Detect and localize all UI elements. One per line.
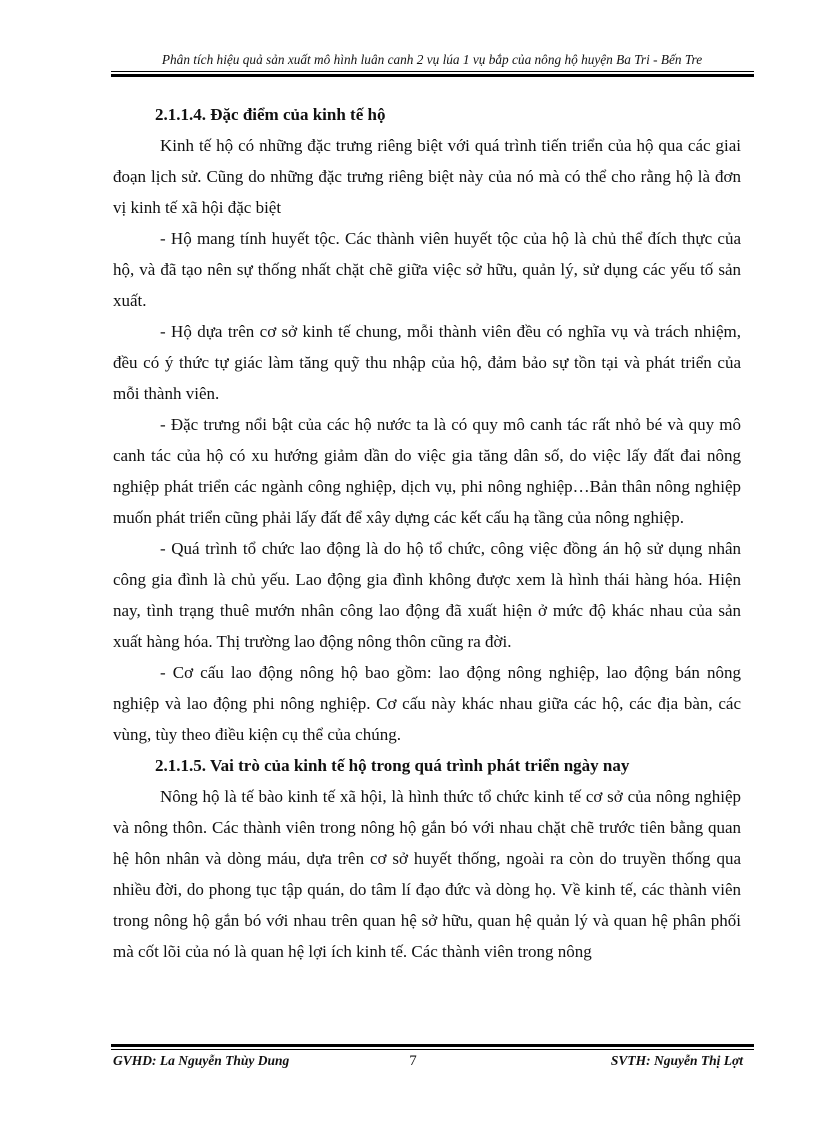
bullet-paragraph: - Hộ mang tính huyết tộc. Các thành viên huyết tộc của hộ là chủ thể đích thực của hộ, và đã tạo nên sự thống nhất chặt chẽ giữa việc sở hữu, quản lý, sử dụng các yếu tố sản xuất.	[113, 229, 741, 310]
page-number: 7	[409, 1053, 417, 1069]
bullet-paragraph: - Hộ dựa trên cơ sở kinh tế chung, mỗi thành viên đều có nghĩa vụ và trách nhiệm, đều có ý thức tự giác làm tăng quỹ thu nhập của hộ, đảm bảo sự tồn tại và phát triển của mỗi thành viên.	[113, 322, 741, 403]
bullet-paragraph: - Cơ cấu lao động nông hộ bao gồm: lao động nông nghiệp, lao động bán nông nghiệp và lao động phi nông nghiệp. Cơ cấu này khác nhau giữa các hộ, các địa bàn, các vùng, tùy theo điều kiện cụ thể của chúng.	[113, 663, 741, 744]
footer-student: SVTH: Nguyễn Thị Lợt	[610, 1053, 743, 1068]
section-heading: 2.1.1.5. Vai trò của kinh tế hộ trong quá trình phát triển ngày nay	[155, 756, 630, 775]
header-rule-thick	[111, 74, 754, 77]
header-rule-thin	[111, 71, 754, 72]
paragraph: Kinh tế hộ có những đặc trưng riêng biệt với quá trình tiến triển của hộ qua các giai đoạn lịch sử. Cũng do những đặc trưng riêng biệt này của nó mà có thể cho rằng hộ là đơn vị kinh tế xã hội đặc biệt	[113, 136, 741, 217]
paragraph: Nông hộ là tế bào kinh tế xã hội, là hình thức tổ chức kinh tế cơ sở của nông nghiệp và nông thôn. Các thành viên trong nông hộ gắn bó với nhau chặt chẽ trước tiên bằng quan hệ hôn nhân và dòng máu, dựa trên cơ sở huyết thống, ngoài ra còn do truyền thống qua nhiều đời, do phong tục tập quán, do tâm lí đạo đức và dòng họ. Về kinh tế, các thành viên trong nông hộ gắn bó với nhau trên quan hệ sở hữu, quan hệ quản lý và quan hệ phân phối mà cốt lõi của nó là quan hệ lợi ích kinh tế. Các thành viên trong nông	[113, 787, 741, 961]
body-content	[113, 99, 741, 967]
page-footer	[113, 1053, 743, 1073]
running-header: Phân tích hiệu quả sản xuất mô hình luân canh 2 vụ lúa 1 vụ bắp của nông hộ huyện Ba Tri - Bến Tre	[161, 52, 703, 67]
footer-rule-thin	[111, 1049, 754, 1050]
bullet-paragraph: - Đặc trưng nổi bật của các hộ nước ta là có quy mô canh tác rất nhỏ bé và quy mô canh tác của hộ có xu hướng giảm dần do việc gia tăng dân số, do việc lấy đất đai nông nghiệp phát triển các ngành công nghiệp, dịch vụ, phi nông nghiệp…Bản thân nông nghiệp muốn phát triển cũng phải lấy đất để xây dựng các kết cấu hạ tầng của nông nghiệp.	[113, 415, 741, 527]
footer-rule-thick	[111, 1044, 754, 1047]
bullet-paragraph: - Quá trình tổ chức lao động là do hộ tổ chức, công việc đồng án hộ sử dụng nhân công gia đình là chủ yếu. Lao động gia đình không được xem là hình thái hàng hóa. Hiện nay, tình trạng thuê mướn nhân công lao động đã xuất hiện ở mức độ khác nhau của sản xuất hàng hóa. Thị trường lao động nông thôn cũng ra đời.	[113, 539, 741, 651]
section-heading: 2.1.1.4. Đặc điểm của kinh tế hộ	[155, 105, 386, 124]
footer-advisor: GVHD: La Nguyễn Thùy Dung	[113, 1053, 290, 1068]
